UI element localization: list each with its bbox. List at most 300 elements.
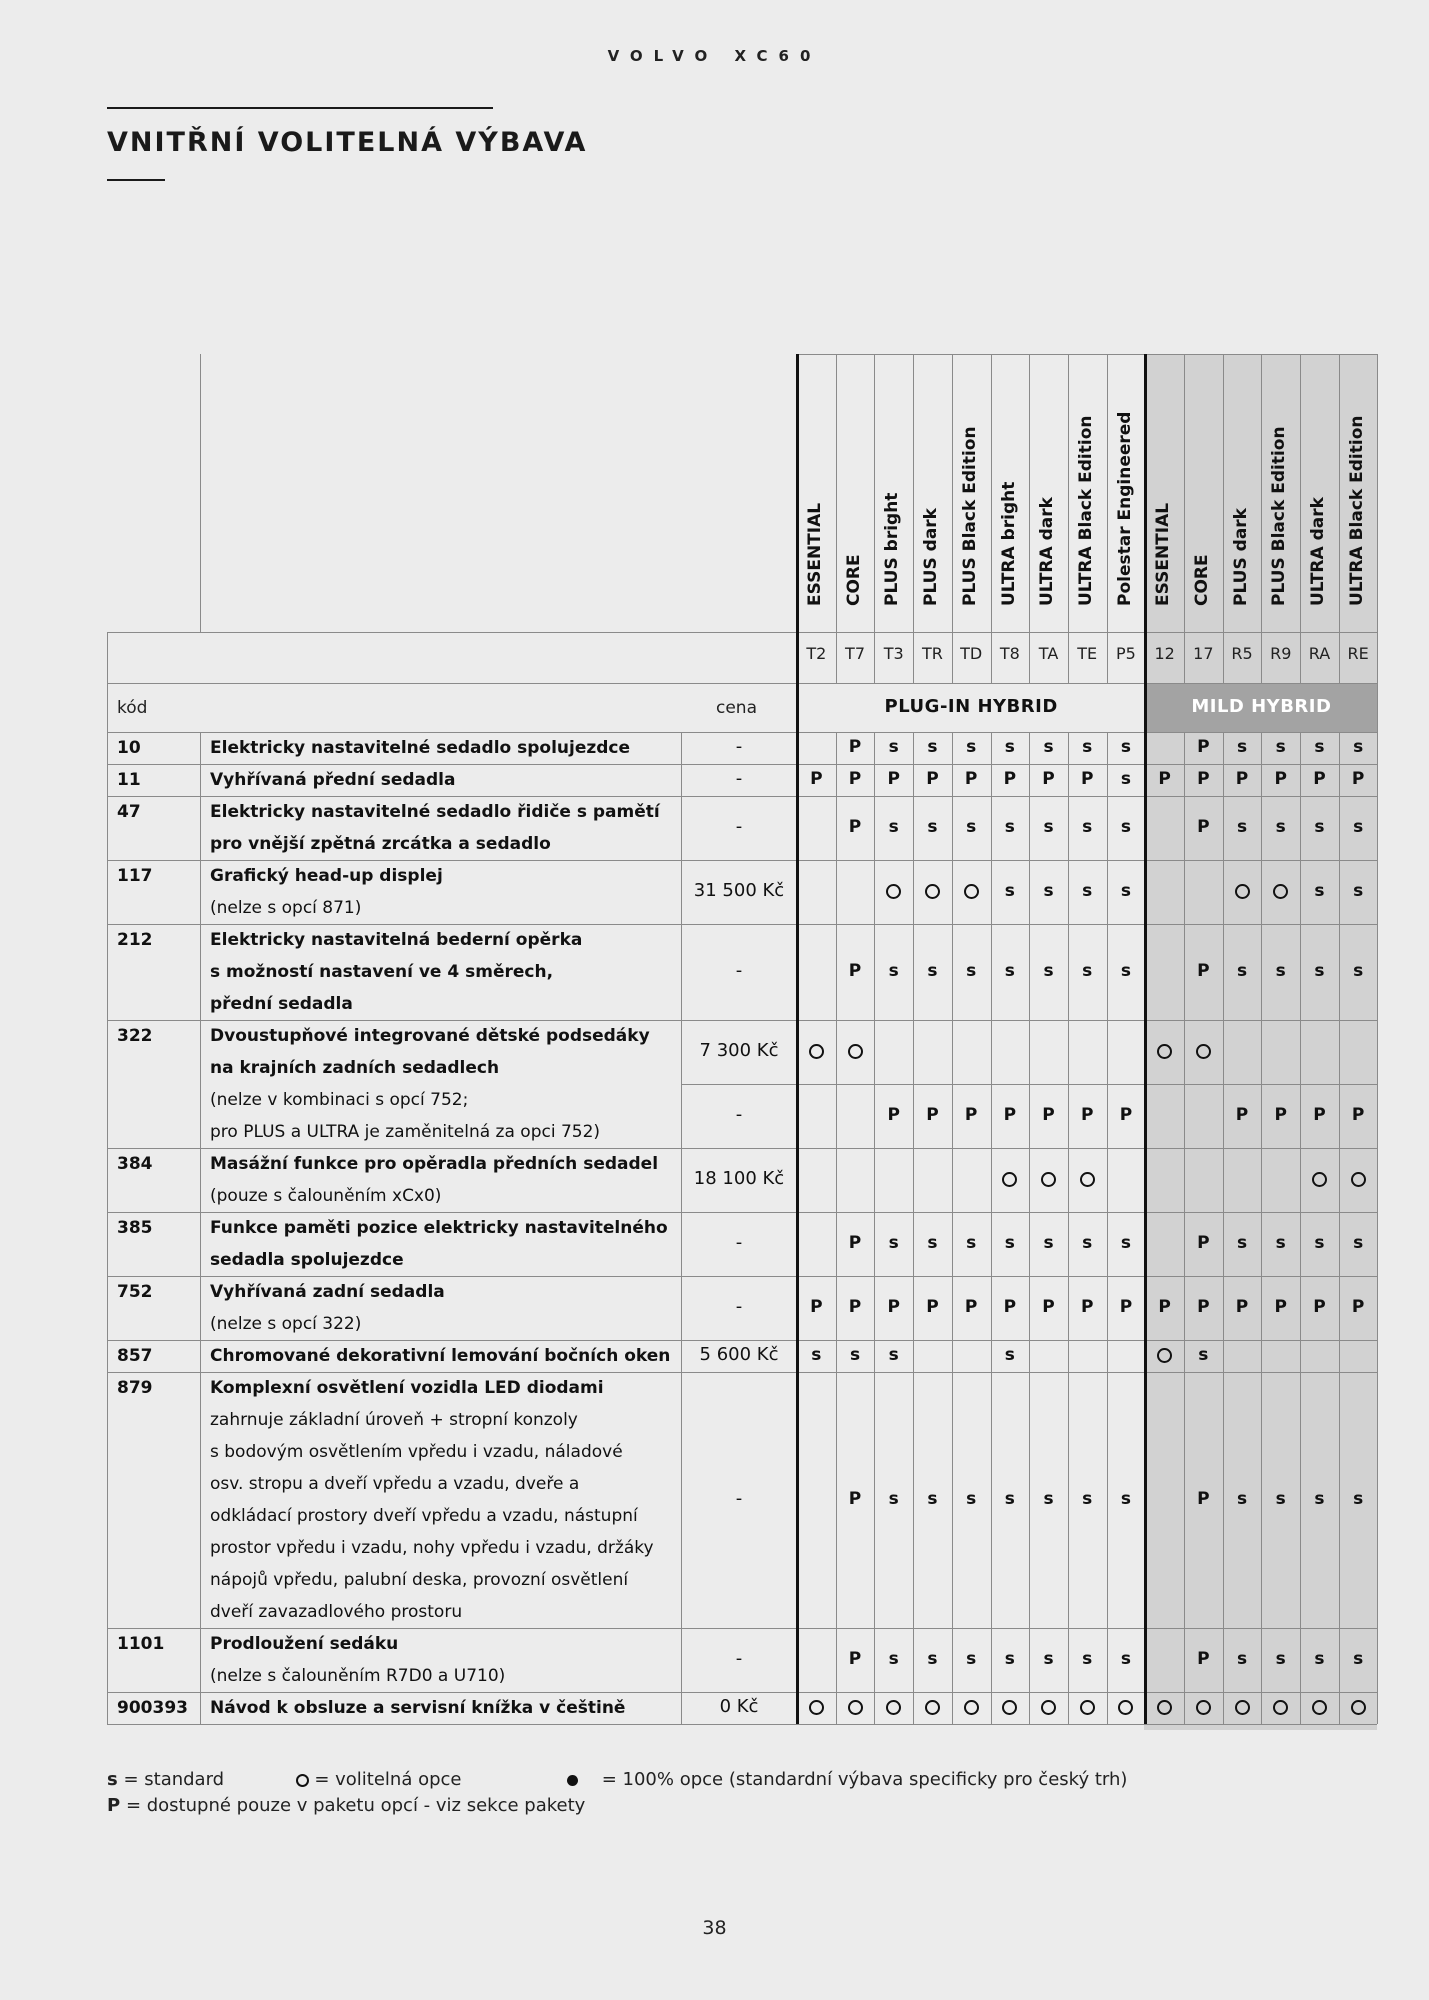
package-mark: P	[887, 1297, 900, 1317]
standard-mark: s	[1082, 881, 1093, 901]
cena-header: cena	[716, 698, 757, 718]
group-divider	[796, 354, 799, 1724]
legend-s-key: s	[107, 1769, 118, 1790]
option-title-line: pro vnější zpětná zrcátka a sedadlo	[210, 834, 551, 854]
option-code: 11	[117, 770, 141, 790]
option-note-line: (nelze s čalouněním R7D0 a U710)	[210, 1666, 506, 1686]
legend-dot-text: = 100% opce (standardní výbava specificky pro český trh)	[601, 1769, 1128, 1790]
package-mark: P	[926, 1105, 939, 1125]
row-divider	[107, 1724, 1377, 1725]
standard-mark: s	[1120, 737, 1131, 757]
optional-circle-icon	[1339, 1169, 1378, 1189]
option-price: -	[735, 1104, 743, 1125]
dot-icon	[567, 1775, 578, 1786]
standard-mark: s	[927, 1649, 938, 1669]
optional-circle-icon	[1145, 1345, 1184, 1365]
package-mark: P	[1042, 1105, 1055, 1125]
package-mark: P	[1081, 1105, 1094, 1125]
standard-mark: s	[927, 817, 938, 837]
option-code: 857	[117, 1346, 153, 1366]
option-note-line: osv. stropu a dveří vpředu a vzadu, dveře a	[210, 1474, 580, 1494]
option-note-line: (nelze s opcí 871)	[210, 898, 362, 918]
package-mark: P	[1197, 1649, 1210, 1669]
option-price: -	[735, 816, 743, 837]
option-title-line: Komplexní osvětlení vozidla LED diodami	[210, 1378, 604, 1398]
column-header	[1145, 362, 1183, 632]
option-code: 879	[117, 1378, 153, 1398]
standard-mark: s	[888, 1345, 899, 1365]
standard-mark: s	[1004, 961, 1015, 981]
table-right-edge	[1377, 354, 1378, 1724]
option-title-line: Elektricky nastavitelné sedadlo řidiče s pamětí	[210, 802, 660, 822]
desc-left-header	[200, 354, 201, 632]
optional-circle-icon	[1184, 1697, 1223, 1717]
optional-circle-icon	[1223, 881, 1262, 901]
optional-circle-icon	[1223, 1697, 1262, 1717]
option-price: -	[735, 1296, 743, 1317]
package-mark: P	[1313, 1297, 1326, 1317]
option-code: 47	[117, 802, 141, 822]
col-divider	[1029, 732, 1030, 1724]
package-mark: P	[1197, 961, 1210, 981]
package-mark: P	[1274, 769, 1287, 789]
column-header	[797, 362, 835, 632]
package-mark: P	[1119, 1105, 1133, 1125]
option-note-line: zahrnuje základní úroveň + stropní konzoly	[210, 1410, 578, 1430]
option-code: 900393	[117, 1698, 188, 1718]
option-code: 10	[117, 738, 141, 758]
standard-mark: s	[1082, 1233, 1093, 1253]
standard-mark: s	[1353, 1233, 1364, 1253]
option-note-line: pro PLUS a ULTRA je zaměnitelná za opci 752)	[210, 1122, 601, 1142]
column-header	[1107, 362, 1145, 632]
column-header	[1184, 362, 1222, 632]
option-description	[210, 764, 680, 796]
standard-mark: s	[966, 1233, 977, 1253]
package-mark: P	[1158, 769, 1171, 789]
legend-o-text: = volitelná opce	[314, 1769, 462, 1790]
legend-s-text: = standard	[123, 1769, 225, 1790]
optional-circle-icon	[1068, 1697, 1107, 1717]
standard-mark: s	[1120, 1649, 1131, 1669]
column-header	[991, 362, 1029, 632]
option-description	[210, 1212, 680, 1276]
column-header	[1223, 362, 1261, 632]
standard-mark: s	[1120, 881, 1131, 901]
column-code: T2	[806, 644, 827, 663]
option-title-line: Prodloužení sedáku	[210, 1634, 399, 1654]
optional-circle-icon	[1300, 1697, 1339, 1717]
column-code: 12	[1154, 644, 1175, 663]
option-code: 117	[117, 866, 153, 886]
optional-circle-icon	[836, 1697, 875, 1717]
package-mark: P	[1003, 769, 1017, 789]
standard-mark: s	[1236, 1649, 1248, 1669]
optional-circle-icon	[1107, 1697, 1146, 1717]
option-description	[210, 1340, 680, 1372]
standard-mark: s	[1043, 737, 1054, 757]
column-label: ESSENTIAL	[1153, 502, 1174, 606]
package-mark: P	[1274, 1105, 1287, 1125]
col-divider	[991, 732, 992, 1724]
standard-mark: s	[927, 961, 938, 981]
column-header	[1261, 362, 1299, 632]
col-divider	[1107, 732, 1108, 1724]
option-price: 5 600 Kč	[699, 1344, 779, 1365]
standard-mark: s	[1082, 961, 1093, 981]
standard-mark: s	[1236, 817, 1248, 837]
standard-mark: s	[1275, 737, 1286, 757]
standard-mark: s	[1082, 817, 1093, 837]
optional-circle-icon	[836, 1041, 875, 1061]
package-mark: P	[1235, 1105, 1249, 1125]
optional-circle-icon	[1300, 1169, 1339, 1189]
column-code: TR	[921, 644, 943, 663]
column-label: ULTRA dark	[1037, 497, 1058, 606]
standard-mark: s	[966, 1489, 977, 1509]
package-mark: P	[1042, 769, 1055, 789]
col-divider	[1223, 732, 1224, 1724]
column-label: PLUS bright	[882, 492, 903, 606]
standard-mark: s	[927, 1233, 938, 1253]
column-header	[1339, 362, 1377, 632]
standard-mark: s	[1236, 961, 1248, 981]
column-code: RE	[1347, 644, 1369, 663]
standard-mark: s	[1275, 1649, 1286, 1669]
col-divider	[1068, 732, 1069, 1724]
standard-mark: s	[1353, 881, 1364, 901]
standard-mark: s	[888, 1649, 899, 1669]
column-header	[1300, 362, 1338, 632]
optional-circle-icon	[1339, 1697, 1378, 1717]
standard-mark: s	[966, 817, 977, 837]
package-mark: P	[848, 817, 862, 837]
standard-mark: s	[927, 737, 938, 757]
col-divider	[836, 732, 837, 1724]
standard-mark: s	[1314, 1489, 1325, 1509]
column-label: ULTRA dark	[1308, 497, 1329, 606]
standard-mark: s	[888, 961, 899, 981]
package-mark: P	[1235, 769, 1249, 789]
standard-mark: s	[849, 1345, 861, 1365]
package-mark: P	[926, 1297, 939, 1317]
column-code: RA	[1308, 644, 1331, 663]
option-title-line: Návod k obsluze a servisní knížka v češtině	[210, 1698, 626, 1718]
col-divider	[1261, 354, 1262, 683]
col-divider	[1029, 354, 1030, 683]
standard-mark: s	[927, 1489, 938, 1509]
option-price: -	[735, 1232, 743, 1253]
optional-circle-icon	[1029, 1169, 1068, 1189]
col-divider	[1184, 354, 1185, 683]
standard-mark: s	[1353, 817, 1364, 837]
option-note-line: dveří zavazadlového prostoru	[210, 1602, 463, 1622]
option-price: -	[735, 960, 743, 981]
standard-mark: s	[1314, 1233, 1325, 1253]
optional-circle-icon	[797, 1041, 836, 1061]
optional-circle-icon	[913, 1697, 952, 1717]
optional-circle-icon	[797, 1697, 836, 1717]
optional-circle-icon	[991, 1697, 1030, 1717]
column-label: ESSENTIAL	[805, 502, 825, 606]
title-underline	[107, 179, 165, 181]
package-mark: P	[1197, 1489, 1210, 1509]
option-price: 18 100 Kč	[693, 1168, 785, 1189]
option-code: 1101	[117, 1634, 165, 1654]
option-description	[210, 1276, 680, 1340]
col-divider	[1223, 354, 1224, 683]
header-divider	[107, 632, 1377, 633]
optional-circle-icon	[874, 1697, 913, 1717]
standard-mark: s	[1353, 1649, 1364, 1669]
optional-circle-icon	[991, 1169, 1030, 1189]
standard-mark: s	[1275, 1489, 1286, 1509]
option-price: 31 500 Kč	[693, 880, 785, 901]
col-divider	[1107, 354, 1108, 683]
plug-in-hybrid-label: PLUG-IN HYBRID	[884, 696, 1058, 717]
option-description	[210, 1628, 680, 1692]
standard-mark: s	[1004, 817, 1015, 837]
standard-mark: s	[888, 1233, 899, 1253]
col-divider	[1261, 732, 1262, 1724]
option-title-line: Elektricky nastavitelná bederní opěrka	[210, 930, 583, 950]
col-divider	[1184, 732, 1185, 1724]
col-divider	[874, 732, 875, 1724]
option-note-line: nápojů vpředu, palubní deska, provozní osvětlení	[210, 1570, 629, 1590]
col-divider	[1300, 354, 1301, 683]
column-header	[1029, 362, 1067, 632]
option-price: -	[735, 1488, 743, 1509]
col-divider	[952, 354, 953, 683]
standard-mark: s	[1120, 961, 1131, 981]
package-mark: P	[848, 1489, 862, 1509]
package-mark: P	[848, 737, 862, 757]
option-description	[210, 1372, 680, 1628]
package-mark: P	[1313, 1105, 1326, 1125]
option-description	[210, 1148, 680, 1212]
standard-mark: s	[1004, 1345, 1015, 1365]
optional-circle-icon	[913, 881, 952, 901]
standard-mark: s	[1043, 1649, 1054, 1669]
table-top	[797, 354, 1377, 355]
option-price: -	[735, 768, 743, 789]
column-label: ULTRA bright	[998, 481, 1019, 606]
col-divider	[1068, 354, 1069, 683]
package-mark: P	[887, 1105, 900, 1125]
package-mark: P	[810, 1297, 823, 1317]
column-label: PLUS dark	[921, 508, 942, 606]
column-label: ULTRA Black Edition	[1075, 415, 1096, 606]
col-divider	[913, 732, 914, 1724]
kod-header: kód	[117, 698, 148, 718]
option-title-line: Masážní funkce pro opěradla předních sedadel	[210, 1154, 659, 1174]
standard-mark: s	[1236, 1489, 1248, 1509]
optional-circle-icon	[296, 1774, 309, 1787]
price-left-edge	[681, 732, 682, 1724]
standard-mark: s	[1082, 1489, 1093, 1509]
column-label: CORE	[843, 554, 864, 606]
optional-circle-icon	[1029, 1697, 1068, 1717]
standard-mark: s	[1353, 1489, 1364, 1509]
option-code: 384	[117, 1154, 153, 1174]
option-description	[210, 796, 680, 860]
standard-mark: s	[1120, 1489, 1131, 1509]
package-mark: P	[1197, 737, 1210, 757]
package-mark: P	[964, 1297, 978, 1317]
column-header	[952, 362, 990, 632]
standard-mark: s	[966, 1649, 977, 1669]
column-code: TA	[1038, 644, 1059, 663]
option-price: 7 300 Kč	[699, 1040, 779, 1061]
table-left-edge	[107, 632, 108, 1724]
package-mark: P	[848, 1649, 862, 1669]
legend	[107, 1767, 1127, 1819]
option-title-line: sedadla spolujezdce	[210, 1250, 404, 1270]
package-mark: P	[926, 769, 939, 789]
column-label: CORE	[1192, 554, 1212, 606]
option-code: 322	[117, 1026, 153, 1046]
standard-mark: s	[1353, 737, 1364, 757]
standard-mark: s	[1314, 881, 1325, 901]
standard-mark: s	[1120, 817, 1131, 837]
standard-mark: s	[966, 961, 977, 981]
package-mark: P	[1197, 769, 1210, 789]
option-note-line: (nelze v kombinaci s opcí 752;	[210, 1090, 469, 1110]
standard-mark: s	[1043, 817, 1054, 837]
col-divider	[836, 354, 837, 683]
standard-mark: s	[811, 1345, 822, 1365]
column-code: R5	[1231, 644, 1253, 663]
standard-mark: s	[1314, 961, 1325, 981]
option-note-line: (nelze s opcí 322)	[210, 1314, 362, 1334]
standard-mark: s	[1004, 1233, 1015, 1253]
option-note-line: (pouze s čalouněním xCx0)	[210, 1186, 442, 1206]
standard-mark: s	[888, 1489, 899, 1509]
package-mark: P	[964, 1105, 978, 1125]
title-rule	[107, 107, 493, 109]
standard-mark: s	[1043, 881, 1054, 901]
column-label: ULTRA Black Edition	[1346, 415, 1367, 606]
col-divider	[874, 354, 875, 683]
package-mark: P	[1158, 1297, 1171, 1317]
package-mark: P	[1197, 1233, 1210, 1253]
standard-mark: s	[1043, 961, 1054, 981]
column-code: T3	[883, 644, 904, 663]
option-title-line: Chromované dekorativní lemování bočních oken	[210, 1346, 671, 1366]
package-mark: P	[1003, 1105, 1017, 1125]
col-divider	[991, 354, 992, 683]
package-mark: P	[1351, 1297, 1365, 1317]
package-mark: P	[1119, 1297, 1133, 1317]
optional-circle-icon	[1184, 1041, 1223, 1061]
column-code: T7	[845, 644, 865, 663]
option-title-line: přední sedadla	[210, 994, 353, 1014]
option-price: 0 Kč	[719, 1696, 759, 1717]
option-description	[210, 732, 680, 764]
optional-circle-icon	[1068, 1169, 1107, 1189]
standard-mark: s	[1082, 737, 1093, 757]
desc-left-edge	[200, 732, 201, 1724]
standard-mark: s	[1043, 1233, 1054, 1253]
col-divider	[1300, 732, 1301, 1724]
standard-mark: s	[888, 737, 899, 757]
standard-mark: s	[1353, 961, 1364, 981]
option-title-line: Elektricky nastavitelné sedadlo spolujezdce	[210, 738, 631, 758]
option-description	[210, 1020, 680, 1148]
column-header	[874, 362, 912, 632]
standard-mark: s	[1004, 1649, 1015, 1669]
package-mark: P	[810, 769, 823, 789]
column-label: Polestar Engineered	[1114, 411, 1135, 606]
column-header	[913, 362, 951, 632]
col-divider	[1339, 354, 1340, 683]
package-mark: P	[1197, 1297, 1210, 1317]
standard-mark: s	[1004, 1489, 1015, 1509]
standard-mark: s	[966, 737, 977, 757]
standard-mark: s	[888, 817, 899, 837]
code-divider	[107, 683, 1377, 684]
option-price: -	[735, 1648, 743, 1669]
package-mark: P	[1313, 769, 1326, 789]
column-header	[1068, 362, 1106, 632]
package-mark: P	[848, 769, 862, 789]
column-code: TE	[1077, 644, 1098, 663]
standard-mark: s	[1198, 1345, 1209, 1365]
option-note-line: s bodovým osvětlením vpředu i vzadu, náladové	[210, 1442, 623, 1462]
column-code: T8	[999, 644, 1020, 663]
section-divider	[107, 732, 1377, 733]
column-code: R9	[1270, 644, 1292, 663]
option-title-line: Vyhřívaná zadní sedadla	[210, 1282, 445, 1302]
option-description	[210, 924, 680, 1020]
optional-circle-icon	[1145, 1041, 1184, 1061]
option-note-line: odkládací prostory dveří vpředu a vzadu, nástupní	[210, 1506, 638, 1526]
page-title: VNITŘNÍ VOLITELNÁ VÝBAVA	[107, 127, 588, 158]
standard-mark: s	[1043, 1489, 1054, 1509]
package-mark: P	[964, 769, 978, 789]
option-title-line: na krajních zadních sedadlech	[210, 1058, 500, 1078]
legend-p-key: P	[107, 1795, 121, 1816]
mild-hybrid-label: MILD HYBRID	[1191, 696, 1332, 717]
package-mark: P	[1351, 769, 1365, 789]
package-mark: P	[1081, 1297, 1094, 1317]
column-label: PLUS Black Edition	[1269, 426, 1290, 606]
standard-mark: s	[1082, 1649, 1093, 1669]
package-mark: P	[1274, 1297, 1287, 1317]
column-header	[836, 362, 874, 632]
column-label: PLUS dark	[1230, 508, 1251, 606]
option-code: 212	[117, 930, 153, 950]
optional-circle-icon	[952, 881, 991, 901]
brand-header: VOLVO XC60	[607, 47, 822, 65]
package-mark: P	[1351, 1105, 1365, 1125]
option-code: 752	[117, 1282, 153, 1302]
standard-mark: s	[1314, 737, 1325, 757]
standard-mark: s	[1275, 1233, 1286, 1253]
package-mark: P	[1081, 769, 1094, 789]
package-mark: P	[848, 1297, 862, 1317]
option-price: -	[735, 736, 743, 757]
standard-mark: s	[1275, 961, 1286, 981]
package-mark: P	[1235, 1297, 1249, 1317]
optional-circle-icon	[952, 1697, 991, 1717]
standard-mark: s	[1120, 1233, 1131, 1253]
package-mark: P	[887, 769, 900, 789]
option-note-line: prostor vpředu i vzadu, nohy vpředu i vzadu, držáky	[210, 1538, 654, 1558]
package-mark: P	[1042, 1297, 1055, 1317]
option-title-line: s možností nastavení ve 4 směrech,	[210, 962, 554, 982]
column-code: P5	[1116, 644, 1136, 663]
